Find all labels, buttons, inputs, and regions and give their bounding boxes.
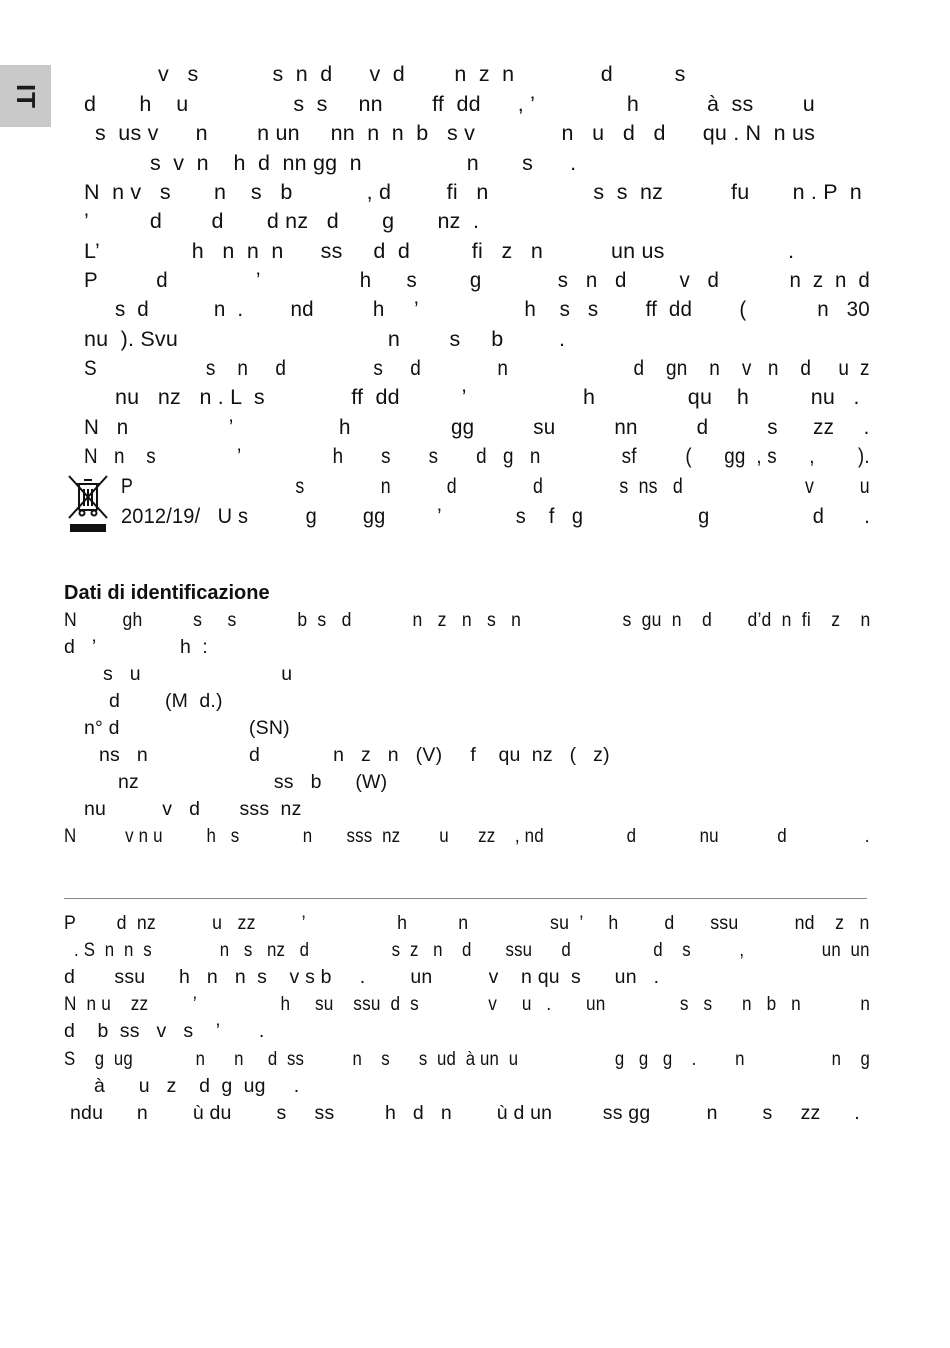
list-item: nu v d sss nz (84, 798, 302, 820)
weee-crossed-bin-icon (66, 474, 110, 534)
text-line: d ssu h n n s v s b . un v n qu s un . (64, 966, 660, 988)
text-line: nu ). Svu n s b . (84, 327, 566, 351)
text-line: . S n n s n s nz d s z n d ssu d d s , un un (74, 939, 870, 961)
text-line: ndu n ù du s ss h d n ù d un ss gg n s zz . (70, 1102, 860, 1124)
text-line: d b ss v s ’ . (64, 1020, 265, 1042)
text-line: N n u zz ’ h su ssu d s v u . un s s n b n n (64, 993, 871, 1015)
section-divider (64, 898, 867, 899)
text-line: N gh s s b s d n z n s n s gu n d d’d n fi z n (64, 609, 871, 631)
text-line: à u z d g ug . (94, 1075, 300, 1097)
text-line: s d n . nd h ’ h s s ff dd ( n 30 (115, 297, 870, 321)
text-line: S s n d s d n d gn n v n d u z (84, 356, 870, 380)
language-tab (0, 65, 51, 127)
text-line: s us v n n un nn n n b s v n u d d qu . N n us (95, 121, 816, 145)
section-heading-identification: Dati di identificazione (64, 582, 270, 604)
text-line: ’ d d d nz d g nz . (84, 209, 480, 233)
text-line: d ’ h : (64, 636, 208, 658)
text-line: N n s ’ h s s d g n sf ( gg , s , ). (84, 444, 870, 468)
text-line: s v n h d nn gg n n s . (150, 151, 577, 175)
list-item: d (M d.) (109, 690, 223, 712)
text-line: L’ h n n n ss d d fi z n un us . (84, 239, 795, 263)
text-line: nu nz n . L s ff dd ’ h qu h nu . (115, 385, 860, 409)
text-line: N n ’ h gg su nn d s zz . (84, 415, 870, 439)
text-line: v s s n d v d n z n d s (158, 62, 686, 86)
text-line: P s n d d s ns d v u (121, 474, 870, 498)
text-line: P d ’ h s g s n d v d n z n d (84, 268, 870, 292)
text-line: 2012/19/ U s g gg ’ s f g g d . (121, 504, 871, 528)
list-item: ns n d n z n (V) f qu nz ( z) (99, 744, 610, 766)
list-item: s u u (103, 663, 293, 685)
text-line: N n v s n s b , d fi n s s nz fu n . P n (84, 180, 862, 204)
text-line: N v n u h s n sss nz u zz , nd d nu d . (64, 825, 870, 847)
text-line: P d nz u zz ’ h n su ’ h d ssu nd z n (64, 912, 870, 934)
language-tab-label: IT (10, 83, 41, 109)
text-line: d h u s s nn ff dd , ’ h à ss u (84, 92, 815, 116)
list-item: nz ss b (W) (118, 771, 388, 793)
list-item: n° d (SN) (84, 717, 290, 739)
text-line: S g ug n n d ss n s s ud à un u g g g . n n g (64, 1048, 870, 1070)
